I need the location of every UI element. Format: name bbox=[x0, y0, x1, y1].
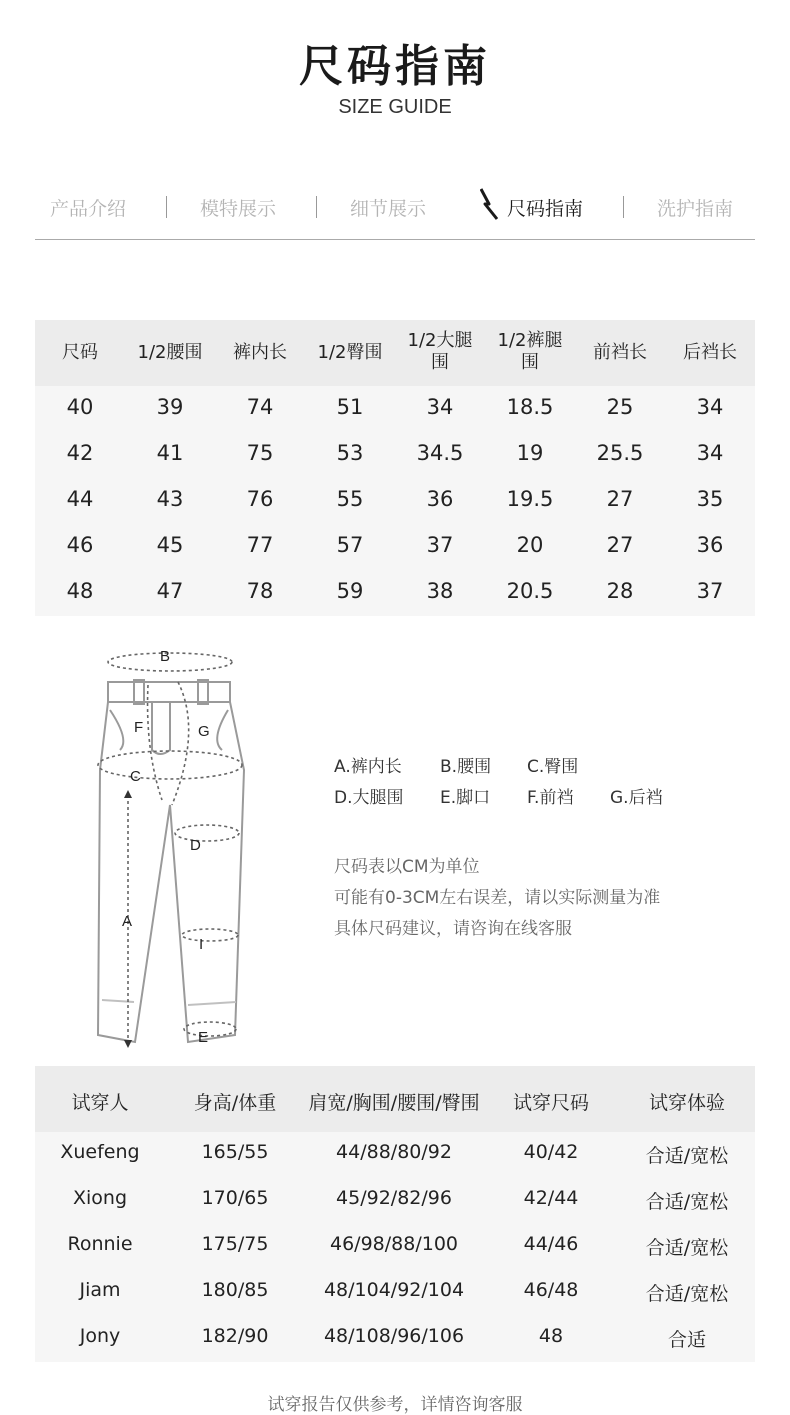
tryon-table-header-cell: 试穿体验 bbox=[648, 1092, 725, 1114]
tab-product-intro[interactable]: 产品介绍 bbox=[50, 198, 127, 220]
size-table-cell: 53 bbox=[336, 441, 364, 465]
tryon-table-cell: 165/55 bbox=[201, 1141, 269, 1163]
size-table-cell: 38 bbox=[426, 579, 454, 603]
hip-measure-ring bbox=[98, 751, 242, 779]
tryon-table-cell: 合适/宽松 bbox=[645, 1145, 729, 1167]
pants-outline bbox=[98, 702, 244, 1042]
tryon-table-header-cell: 试穿尺码 bbox=[512, 1092, 589, 1114]
page-title: 尺码指南 bbox=[299, 41, 491, 92]
size-table-cell: 27 bbox=[606, 533, 634, 557]
tab-size-guide[interactable]: 尺码指南 bbox=[507, 198, 584, 220]
waistband-outline bbox=[108, 682, 230, 702]
label-f: F bbox=[134, 719, 144, 736]
size-table-cell: 37 bbox=[696, 579, 724, 603]
tryon-table-header-cell: 身高/体重 bbox=[193, 1092, 277, 1114]
tryon-table-cell: 175/75 bbox=[201, 1233, 269, 1255]
size-table-cell: 46 bbox=[66, 533, 94, 557]
size-table-cell: 48 bbox=[66, 579, 94, 603]
size-table-cell: 19 bbox=[516, 441, 544, 465]
active-tab-marker-icon bbox=[480, 188, 498, 220]
tryon-table-cell: Ronnie bbox=[67, 1233, 133, 1255]
legend-item: A.裤内长 bbox=[334, 757, 402, 777]
tryon-table-body bbox=[35, 1132, 755, 1362]
tryon-table-cell: 合适 bbox=[667, 1329, 706, 1351]
legend-item: C.臀围 bbox=[527, 757, 579, 777]
tryon-table-cell: Xiong bbox=[72, 1187, 128, 1209]
hem-measure-ring bbox=[184, 1022, 236, 1036]
tryon-table bbox=[35, 1066, 755, 1362]
tab-detail-show[interactable]: 细节展示 bbox=[350, 198, 427, 220]
tryon-table-header-cell: 肩宽/胸围/腰围/臀围 bbox=[308, 1092, 480, 1114]
nav-divider bbox=[166, 196, 167, 218]
tryon-table-cell: 182/90 bbox=[201, 1325, 269, 1347]
size-table-cell: 36 bbox=[696, 533, 724, 557]
tryon-table-cell: Xuefeng bbox=[60, 1141, 140, 1163]
tryon-table-cell: 45/92/82/96 bbox=[336, 1187, 452, 1209]
tab-model-show[interactable]: 模特展示 bbox=[200, 198, 277, 220]
size-table-header-cell: 后裆长 bbox=[683, 342, 737, 363]
size-table-body bbox=[35, 386, 755, 616]
tab-care-guide[interactable]: 洗护指南 bbox=[657, 198, 734, 220]
size-table-header-cell: 尺码 bbox=[62, 342, 98, 363]
pants-measurement-diagram bbox=[90, 640, 260, 1060]
label-c: C bbox=[130, 768, 141, 785]
size-table-header bbox=[35, 320, 755, 386]
size-table-cell: 37 bbox=[426, 533, 454, 557]
legend-item: F.前裆 bbox=[527, 788, 574, 808]
size-table-cell: 34 bbox=[426, 395, 454, 419]
section-nav bbox=[35, 186, 755, 226]
size-table-cell: 74 bbox=[246, 395, 274, 419]
note-line: 可能有0-3CM左右误差，请以实际测量为准 bbox=[334, 888, 661, 908]
size-table-cell: 41 bbox=[156, 441, 184, 465]
nav-divider bbox=[316, 196, 317, 218]
size-table-cell: 77 bbox=[246, 533, 274, 557]
note-line: 具体尺码建议，请咨询在线客服 bbox=[334, 919, 572, 939]
size-table-header-cell: 1/2大腿围 bbox=[407, 330, 473, 373]
footer-note: 试穿报告仅供参考，详情咨询客服 bbox=[267, 1395, 523, 1415]
tryon-table-cell: 170/65 bbox=[201, 1187, 269, 1209]
tryon-table-cell: 46/98/88/100 bbox=[330, 1233, 458, 1255]
size-table-cell: 27 bbox=[606, 487, 634, 511]
thigh-measure-ring bbox=[175, 825, 239, 841]
size-table-cell: 44 bbox=[66, 487, 94, 511]
size-table-cell: 34 bbox=[696, 395, 724, 419]
size-table-cell: 40 bbox=[66, 395, 94, 419]
size-table-cell: 35 bbox=[696, 487, 724, 511]
legend-item: G.后裆 bbox=[610, 788, 663, 808]
label-a: A bbox=[122, 913, 133, 930]
tryon-table-cell: 44/88/80/92 bbox=[336, 1141, 452, 1163]
size-table-cell: 78 bbox=[246, 579, 274, 603]
size-table-header-cell: 前裆长 bbox=[593, 342, 647, 363]
label-g: G bbox=[198, 723, 210, 740]
tryon-table-cell: 46/48 bbox=[523, 1279, 579, 1301]
size-table-cell: 19.5 bbox=[506, 487, 554, 511]
size-table-cell: 39 bbox=[156, 395, 184, 419]
label-d: D bbox=[190, 837, 201, 854]
size-table-cell: 43 bbox=[156, 487, 184, 511]
size-table-cell: 28 bbox=[606, 579, 634, 603]
note-line: 尺码表以CM为单位 bbox=[334, 857, 480, 877]
size-table-cell: 18.5 bbox=[506, 395, 554, 419]
back-rise-line bbox=[172, 682, 189, 805]
size-table-cell: 51 bbox=[336, 395, 364, 419]
size-table-cell: 25.5 bbox=[596, 441, 644, 465]
size-table-header-cell: 1/2腰围 bbox=[137, 342, 203, 363]
label-b: B bbox=[160, 648, 171, 665]
tryon-table-cell: 48/104/92/104 bbox=[323, 1279, 465, 1301]
tryon-table-cell: 合适/宽松 bbox=[645, 1237, 729, 1259]
page-subtitle: SIZE GUIDE bbox=[338, 96, 452, 118]
size-table-cell: 59 bbox=[336, 579, 364, 603]
tryon-table-cell: 合适/宽松 bbox=[645, 1191, 729, 1213]
tryon-table-cell: 48/108/96/106 bbox=[323, 1325, 465, 1347]
size-table-cell: 20 bbox=[516, 533, 544, 557]
tryon-table-cell: Jony bbox=[79, 1325, 121, 1347]
size-table-cell: 57 bbox=[336, 533, 364, 557]
tryon-table-header bbox=[35, 1066, 755, 1132]
size-table-header-cell: 裤内长 bbox=[233, 342, 287, 363]
tryon-table-cell: Jiam bbox=[79, 1279, 121, 1301]
size-table-cell: 75 bbox=[246, 441, 274, 465]
legend-item: E.脚口 bbox=[440, 788, 491, 808]
size-table-header-cell: 1/2臀围 bbox=[317, 342, 383, 363]
tryon-table-cell: 40/42 bbox=[523, 1141, 579, 1163]
size-table-cell: 42 bbox=[66, 441, 94, 465]
tryon-table-cell: 180/85 bbox=[201, 1279, 269, 1301]
size-table-cell: 47 bbox=[156, 579, 184, 603]
tryon-table-cell: 42/44 bbox=[523, 1187, 579, 1209]
nav-divider bbox=[623, 196, 624, 218]
knee-measure-ring bbox=[182, 929, 238, 941]
size-table-cell: 45 bbox=[156, 533, 184, 557]
nav-underline bbox=[35, 239, 755, 240]
label-e: E bbox=[198, 1029, 209, 1046]
tryon-table-cell: 合适/宽松 bbox=[645, 1283, 729, 1305]
size-table-cell: 55 bbox=[336, 487, 364, 511]
tryon-table-cell: 48 bbox=[538, 1325, 564, 1347]
tryon-table-header-cell: 试穿人 bbox=[71, 1092, 129, 1114]
size-table-header-cell: 1/2裤腿围 bbox=[497, 330, 563, 373]
label-i: I bbox=[199, 936, 204, 953]
tryon-table-cell: 44/46 bbox=[523, 1233, 579, 1255]
size-table-cell: 34 bbox=[696, 441, 724, 465]
legend-item: D.大腿围 bbox=[334, 788, 404, 808]
legend-item: B.腰围 bbox=[440, 757, 492, 777]
size-table bbox=[35, 320, 755, 616]
size-table-cell: 76 bbox=[246, 487, 274, 511]
size-table-cell: 25 bbox=[606, 395, 634, 419]
size-table-cell: 20.5 bbox=[506, 579, 554, 603]
size-table-cell: 34.5 bbox=[416, 441, 464, 465]
size-table-cell: 36 bbox=[426, 487, 454, 511]
